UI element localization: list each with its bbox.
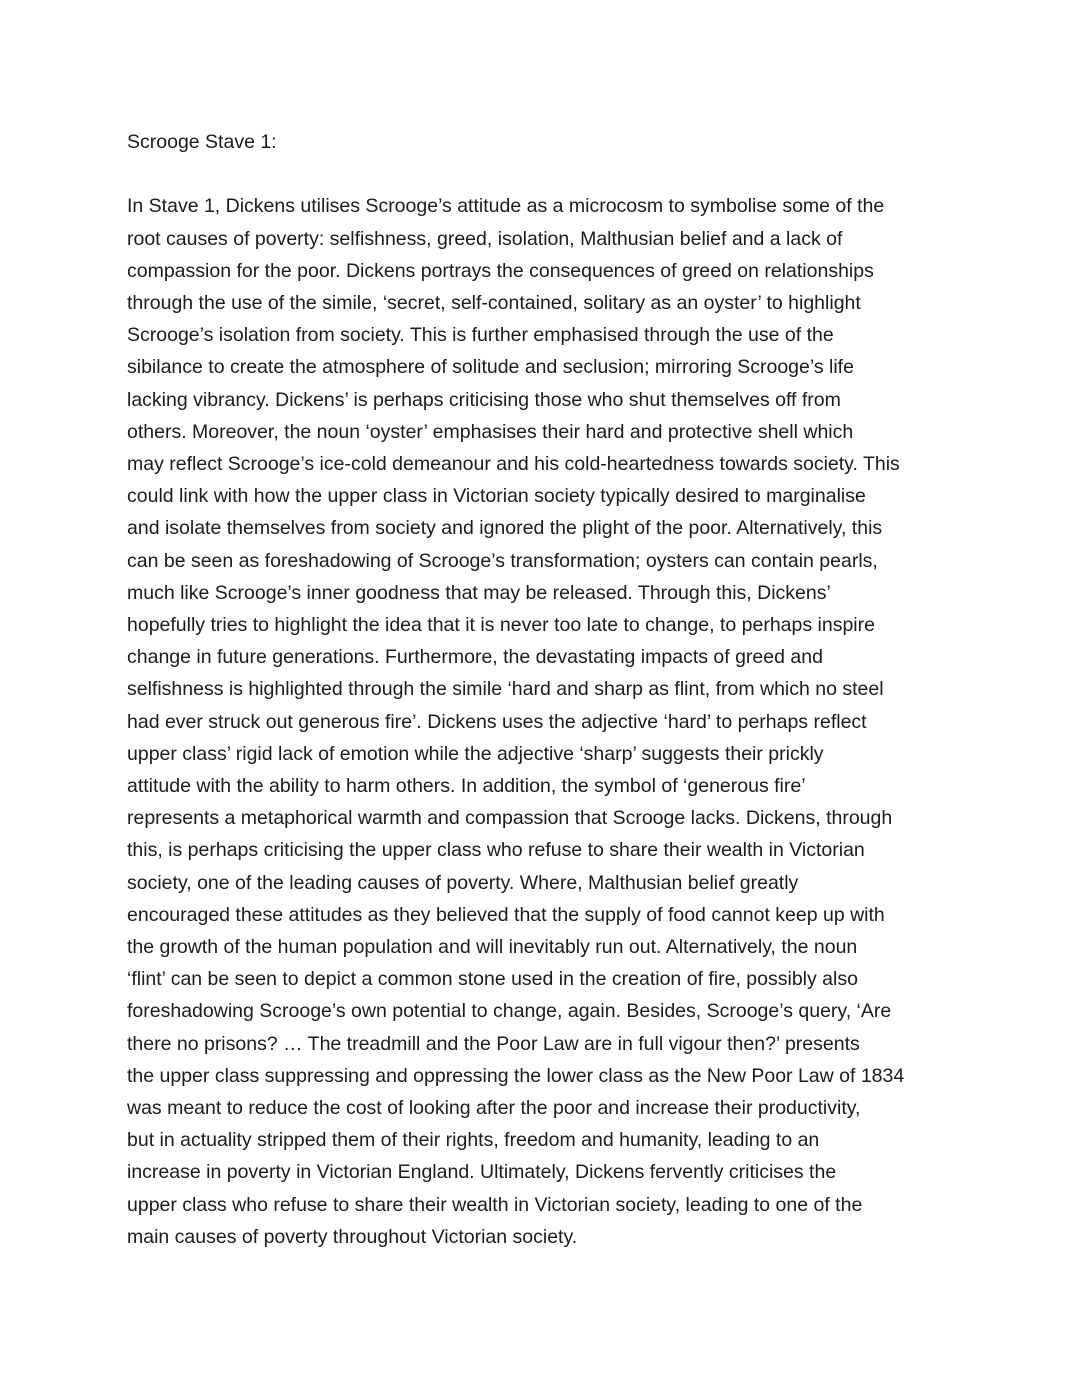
paragraph-line: the upper class suppressing and oppressing the lower class as the New Poor Law of 1834 [127,1064,905,1087]
paragraph-line: this, is perhaps criticising the upper class who refuse to share their wealth in Victorian [127,839,865,862]
paragraph-line: ‘flint’ can be seen to depict a common stone used in the creation of fire, possibly also [127,968,858,991]
paragraph-line: through the use of the simile, ‘secret, self-contained, solitary as an oyster’ to highlight [127,292,861,314]
paragraph-line: can be seen as foreshadowing of Scrooge’s transformation; oysters can contain pearls, [127,549,878,572]
paragraph-line: society, one of the leading causes of poverty. Where, Malthusian belief greatly [127,871,799,894]
document-title: Scrooge Stave 1: [127,131,277,153]
essay-paragraph [127,190,987,1253]
paragraph-line: hopefully tries to highlight the idea that it is never too late to change, to perhaps inspire [127,614,875,637]
paragraph-line: had ever struck out generous fire’. Dickens uses the adjective ‘hard’ to perhaps reflect [127,710,867,733]
paragraph-line: In Stave 1, Dickens utilises Scrooge’s attitude as a microcosm to symbolise some of the [127,195,885,218]
paragraph-line: sibilance to create the atmosphere of solitude and seclusion; mirroring Scrooge’s life [127,356,854,379]
paragraph-line: increase in poverty in Victorian England. Ultimately, Dickens fervently criticises the [127,1161,837,1184]
paragraph-line: was meant to reduce the cost of looking after the poor and increase their productivity, [127,1097,861,1120]
paragraph-line: compassion for the poor. Dickens portrays the consequences of greed on relationships [127,259,874,282]
paragraph-line: upper class’ rigid lack of emotion while the adjective ‘sharp’ suggests their prickly [127,742,824,765]
paragraph-line: but in actuality stripped them of their rights, freedom and humanity, leading to an [127,1129,820,1152]
paragraph-line: selfishness is highlighted through the simile ‘hard and sharp as flint, from which no steel [127,678,884,701]
paragraph-line: main causes of poverty throughout Victorian society. [127,1225,578,1248]
paragraph-line: there no prisons? … The treadmill and the Poor Law are in full vigour then?’ presents [127,1032,860,1055]
paragraph-line: could link with how the upper class in Victorian society typically desired to marginalise [127,485,866,508]
paragraph-line: upper class who refuse to share their wealth in Victorian society, leading to one of the [127,1193,863,1216]
document-body [127,126,987,1253]
paragraph-line: others. Moreover, the noun ‘oyster’ emphasises their hard and protective shell which [127,420,854,443]
paragraph-line: Scrooge’s isolation from society. This is further emphasised through the use of the [127,324,834,347]
paragraph-line: and isolate themselves from society and ignored the plight of the poor. Alternatively, this [127,517,883,540]
paragraph-line: change in future generations. Furthermore, the devastating impacts of greed and [127,646,823,669]
paragraph-line: lacking vibrancy. Dickens’ is perhaps criticising those who shut themselves off from [127,388,841,411]
paragraph-spacer [127,158,987,190]
paragraph-line: encouraged these attitudes as they believed that the supply of food cannot keep up with [127,903,885,926]
paragraph-line: the growth of the human population and will inevitably run out. Alternatively, the noun [127,936,858,959]
paragraph-line: much like Scrooge’s inner goodness that may be released. Through this, Dickens’ [127,581,831,604]
paragraph-line: foreshadowing Scrooge’s own potential to change, again. Besides, Scrooge’s query, ‘Are [127,1000,892,1023]
paragraph-line: root causes of poverty: selfishness, greed, isolation, Malthusian belief and a lack of [127,227,843,250]
paragraph-line: attitude with the ability to harm others. In addition, the symbol of ‘generous fire’ [127,775,806,798]
paragraph-line: may reflect Scrooge’s ice-cold demeanour and his cold-heartedness towards society. This [127,453,900,476]
paragraph-line: represents a metaphorical warmth and compassion that Scrooge lacks. Dickens, through [127,807,893,830]
